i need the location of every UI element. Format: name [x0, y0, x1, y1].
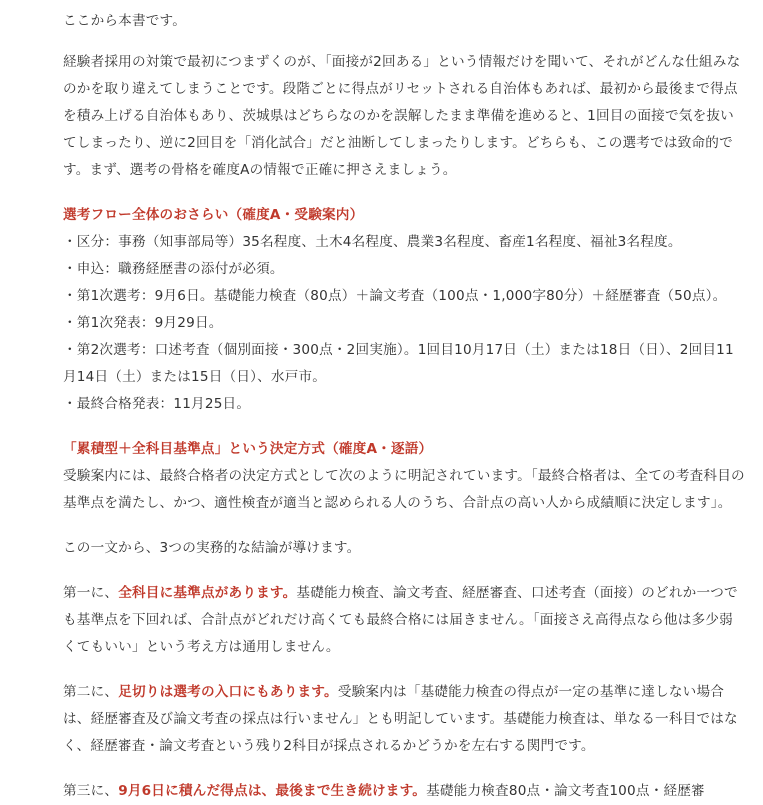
spacer — [63, 562, 745, 580]
spacer — [63, 35, 745, 49]
point-two-body: 受験案内は「基礎能力検査の得点が一定の基準に達しない場合は、経歴審査及び論文考査の採点は行いません」とも明記しています。基礎能力検査は、単なる一科目ではなく、経歴審査・論文考査という残り2科目が採点されるかどうかを左右する関門です。 — [63, 684, 738, 754]
point-one-body: 基礎能力検査、論文考査、経歴審査、口述考査（面接）のどれか一つでも基準点を下回れば、合計点がどれだけ高くても最終合格には届きません。「面接さえ高得点なら他は多少弱くてもいい」という考え方は通用しません。 — [63, 585, 738, 655]
point-three-prefix: 第三に、 — [63, 783, 119, 799]
spacer — [63, 760, 745, 778]
list-item-first-announcement: ・第1次発表：9月29日。 — [63, 315, 223, 331]
spacer — [63, 661, 745, 679]
paragraph-point-three — [63, 778, 745, 805]
list-item-application: ・申込：職務経歴書の添付が必須。 — [63, 261, 284, 277]
point-three-body: 基礎能力検査80点・論文考査100点・経歴審 — [426, 783, 705, 799]
paragraph-point-two — [63, 679, 745, 760]
point-one-prefix: 第一に、 — [63, 585, 119, 601]
paragraph-summary: この一文から、3つの実務的な結論が導けます。 — [63, 540, 361, 556]
paragraph-flow-misunderstanding: 経験者採用の対策で最初につまずくのが、「面接が2回ある」という情報だけを聞いて、それがどんな仕組みなのかを取り違えてしまうことです。段階ごとに得点がリセットされる自治体もあれば、最初から最後まで得点を積み上げる自治体もあり、茨城県はどちらなのかを誤解したまま準備を進めると、1回目の面接で気を抜いてしまったり、逆に2回目を「消化試合」だと油断してしまったりします。どちらも、この選考では致命的です。まず、選考の骨格を確度Aの情報で正確に押さえましょう。 — [63, 54, 741, 178]
point-two-highlight: 足切りは選考の入口にもあります。 — [118, 684, 338, 700]
spacer — [63, 517, 745, 535]
paragraph-point-one — [63, 580, 745, 661]
list-item-first-selection: ・第1次選考：9月6日。基礎能力検査（80点）＋論文考査（100点・1,000字80分）＋経歴審査（50点）。 — [63, 288, 727, 304]
spacer — [63, 184, 745, 202]
intro-text: ここから本書です。 — [63, 13, 187, 29]
point-one-highlight: 全科目に基準点があります。 — [118, 585, 297, 601]
section-heading-flow: 選考フロー全体のおさらい（確度A・受験案内） — [63, 207, 364, 223]
spacer — [63, 418, 745, 436]
list-item-final-announcement: ・最終合格発表：11月25日。 — [63, 396, 251, 412]
list-item-divisions: ・区分：事務（知事部局等）35名程度、土木4名程度、農業3名程度、畜産1名程度、福祉3名程度。 — [63, 234, 682, 250]
point-three-highlight: 9月6日に積んだ得点は、最後まで生き続けます。 — [118, 783, 427, 799]
point-two-prefix: 第二に、 — [63, 684, 119, 700]
section-heading-decision-method: 「累積型＋全科目基準点」という決定方式（確度A・逐語） — [63, 441, 433, 457]
paragraph-decision-quote: 受験案内には、最終合格者の決定方式として次のように明記されています。「最終合格者は、全ての考査科目の基準点を満たし、かつ、適性検査が適当と認められる人のうち、合計点の高い人から成績順に決定します」。 — [63, 468, 745, 511]
list-item-second-selection: ・第2次選考：口述考査（個別面接・300点・2回実施）。1回目10月17日（土）または18日（日）、2回目11月14日（土）または15日（日）、水戸市。 — [63, 342, 734, 385]
